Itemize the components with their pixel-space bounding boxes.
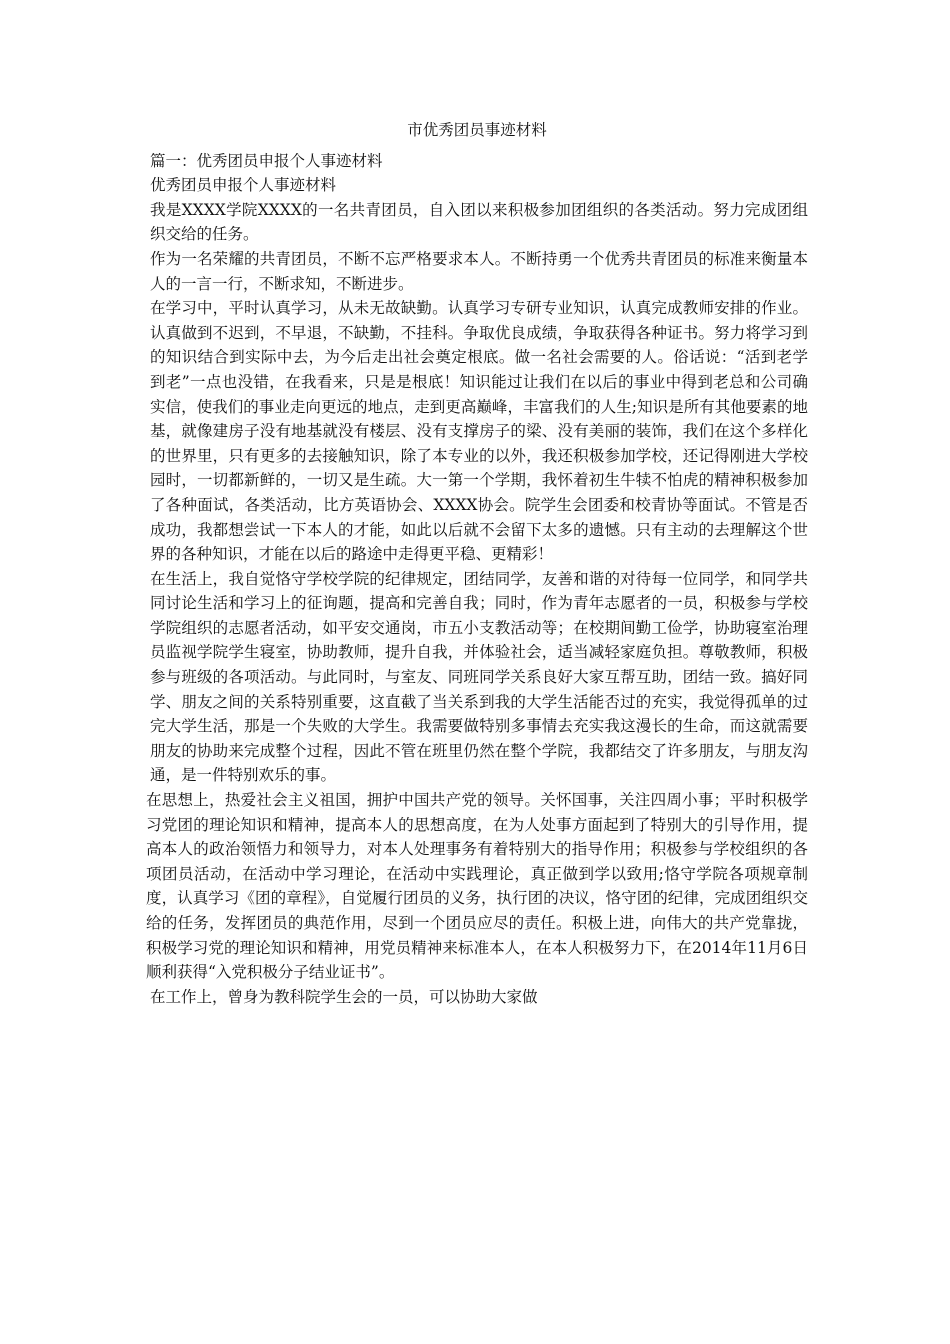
paragraph-study: 在学习中，平时认真学习，从未无故缺勤。认真学习专研专业知识，认真完成教师安排的作业。认真做到不迟到，不早退，不缺勤，不挂科。争取优良成绩，争取获得各种证书。努力将学习到的知识结合到实际中去，为今后走出社会奠定根底。做一名社会需要的人。俗话说：“活到老学到老”一点也没错，在我看来，只是是根底！知识能过让我们在以后的事业中得到老总和公司确实信，使我们的事业走向更远的地点，走到更高巅峰，丰富我们的人生;知识是所有其他要素的地基，就像建房子没有地基就没有楼层、没有支撑房子的梁、没有美丽的装饰，我们在这个多样化的世界里，只有更多的去接触知识，除了本专业的以外，我还积极参加学校，还记得刚进大学校园时，一切都新鲜的，一切又是生疏。大一第一个学期，我怀着初生牛犊不怕虎的精神积极参加了各种面试，各类活动，比方英语协会、XXXX协会。院学生会团委和校青协等面试。不管是否成功，我都想尝试一下本人的才能，如此以后就不会留下太多的遗憾。只有主动的去理解这个世界的各种知识，才能在以后的路途中走得更平稳、更精彩！ bbox=[150, 299, 808, 564]
paragraph-intro: 我是XXXX学院XXXX的一名共青团员，自入团以来积极参加团组织的各类活动。努力完成团组织交给的任务。 bbox=[150, 200, 808, 244]
paragraph-work: 在工作上，曾身为教科院学生会的一员，可以协助大家做 bbox=[150, 987, 538, 1006]
paragraph-thought: 在思想上，热爱社会主义祖国，拥护中国共产党的领导。关怀国事，关注四周小事；平时积极学习党团的理论知识和精神，提高本人的思想高度，在为人处事方面起到了特别大的引导作用，提高本人的政治领悟力和领导力，对本人处理事务有着特别大的指导作用；积极参与学校组织的各项团员活动，在活动中学习理论，在活动中实践理论，真正做到学以致用;恪守学院各项规章制度，认真学习《团的章程》，自觉履行团员的义务，执行团的决议，恪守团的纪律，完成团组织交给的任务，发挥团员的典范作用，尽到一个团员应尽的责任。积极上进，向伟大的共产党靠拢，积极学习党的理论知识和精神，用党员精神来标准本人，在本人积极努力下，在2014年11月6日顺利获得“入党积极分子结业证书”。 bbox=[146, 791, 808, 982]
paragraph-heading-1: 篇一：优秀团员申报个人事迹材料 bbox=[150, 151, 383, 170]
document-title: 市优秀团员事迹材料 bbox=[407, 121, 547, 139]
document-page bbox=[146, 118, 808, 1009]
paragraph-life: 在生活上，我自觉恪守学校学院的纪律规定，团结同学，友善和谐的对待每一位同学，和同学共同讨论生活和学习上的征询题，提高和完善自我；同时，作为青年志愿者的一员，积极参与学校学院组织的志愿者活动，如平安交通岗，市五小支教活动等；在校期间勤工俭学，协助寝室治理员监视学院学生寝室，协助教师，提升自我，并体验社会，适当减轻家庭负担。尊敬教师，积极参与班级的各项活动。与此同时，与室友、同班同学关系良好大家互帮互助，团结一致。搞好同学、朋友之间的关系特别重要，这直截了当关系到我的大学生活能否过的充实，我觉得孤单的过完大学生活，那是一个失败的大学生。我需要做特别多事情去充实我这漫长的生命，而这就需要朋友的协助来完成整个过程，因此不管在班里仍然在整个学院，我都结交了许多朋友，与朋友沟通，是一件特别欢乐的事。 bbox=[150, 569, 808, 785]
paragraph-heading-2: 优秀团员申报个人事迹材料 bbox=[150, 176, 337, 195]
paragraph-attitude: 作为一名荣耀的共青团员，不断不忘严格要求本人。不断持勇一个优秀共青团员的标准来衡量本人的一言一行，不断求知，不断进步。 bbox=[150, 249, 808, 293]
